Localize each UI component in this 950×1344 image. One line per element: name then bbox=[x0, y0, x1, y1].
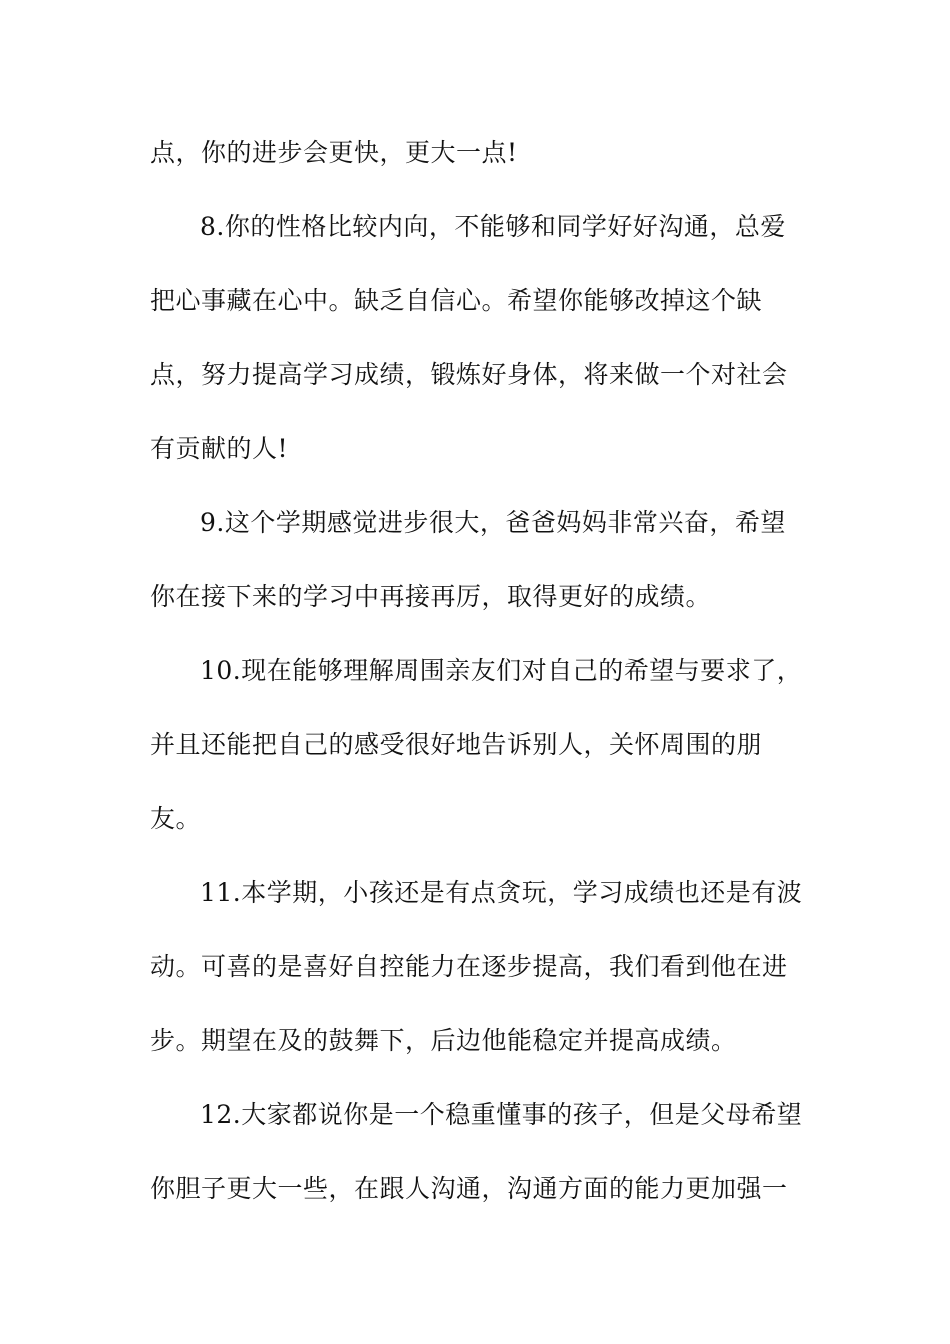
text-line-11: 11.本学期，小孩还是有点贪玩，学习成绩也还是有波 bbox=[200, 878, 803, 907]
text-line-6: 9.这个学期感觉进步很大，爸爸妈妈非常兴奋，希望 bbox=[200, 508, 786, 537]
text-line-12: 动。可喜的是喜好自控能力在逐步提高，我们看到他在进 bbox=[150, 952, 788, 981]
text-line-9: 并且还能把自己的感受很好地告诉别人，关怀周围的朋 bbox=[150, 730, 763, 759]
text-line-5: 有贡献的人! bbox=[150, 434, 289, 463]
text-line-10: 友。 bbox=[150, 804, 202, 833]
text-line-1: 点，你的进步会更快，更大一点! bbox=[150, 138, 518, 167]
text-line-7: 你在接下来的学习中再接再厉，取得更好的成绩。 bbox=[150, 582, 712, 611]
text-line-8: 10.现在能够理解周围亲友们对自己的希望与要求了， bbox=[200, 656, 803, 685]
text-line-4: 点，努力提高学习成绩，锻炼好身体，将来做一个对社会 bbox=[150, 360, 788, 389]
text-line-3: 把心事藏在心中。缺乏自信心。希望你能够改掉这个缺 bbox=[150, 286, 763, 315]
text-line-13: 步。期望在及的鼓舞下，后边他能稳定并提高成绩。 bbox=[150, 1026, 737, 1055]
text-line-14: 12.大家都说你是一个稳重懂事的孩子，但是父母希望 bbox=[200, 1100, 803, 1129]
text-line-15: 你胆子更大一些，在跟人沟通，沟通方面的能力更加强一 bbox=[150, 1174, 788, 1203]
text-line-2: 8.你的性格比较内向，不能够和同学好好沟通，总爱 bbox=[200, 212, 786, 241]
